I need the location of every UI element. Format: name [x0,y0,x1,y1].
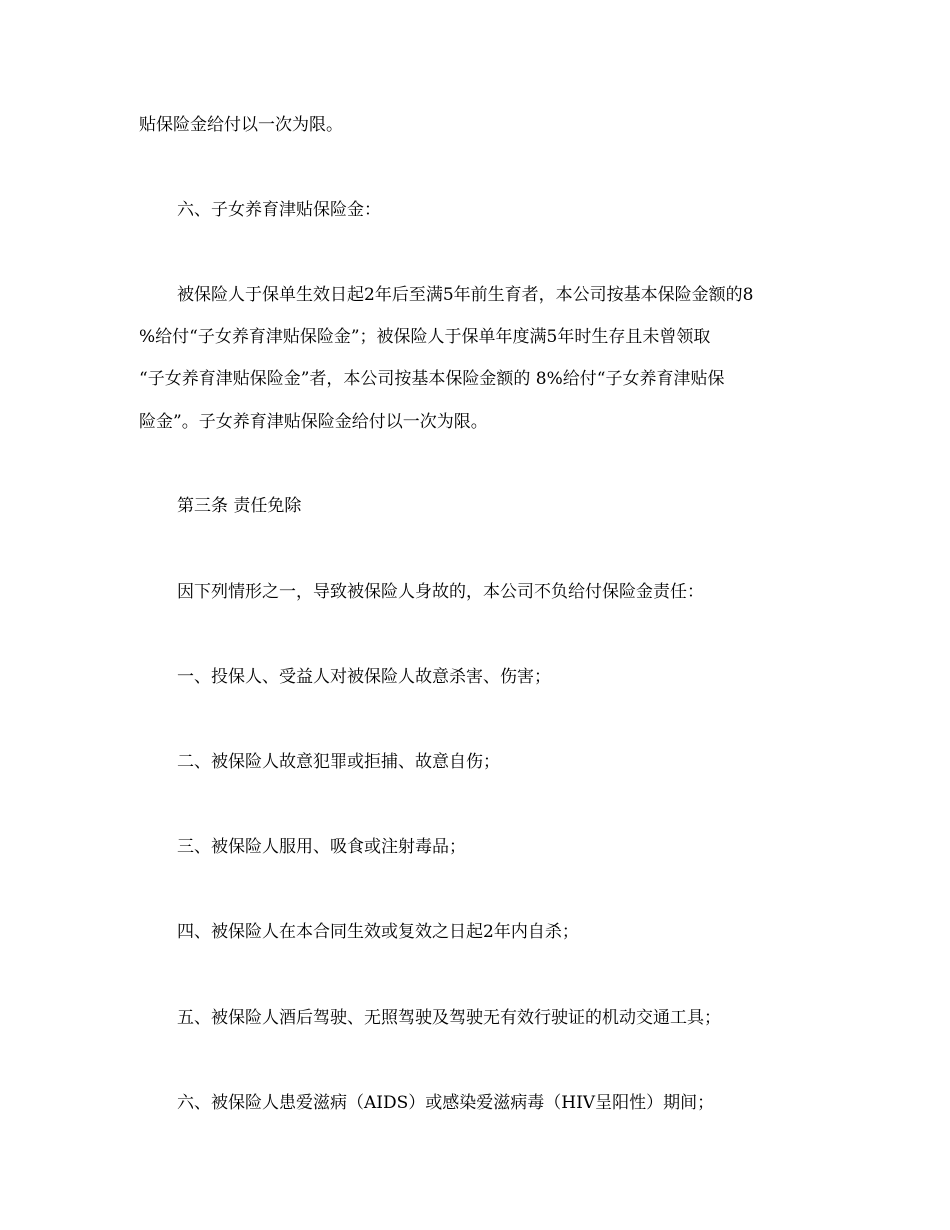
list-item: 三、被保险人服用、吸食或注射毒品； [177,837,466,857]
text-line: 险金”。子女养育津贴保险金给付以一次为限。 [139,412,488,432]
list-item: 一、投保人、受益人对被保险人故意杀害、伤害； [177,667,551,687]
article-heading: 第三条 责任免除 [177,496,302,516]
list-item: 二、被保险人故意犯罪或拒捕、故意自伤； [177,752,500,772]
text-line: %给付“子女养育津贴保险金”；被保险人于保单年度满5年时生存且未曾领取 [139,327,711,347]
text-line: 贴保险金给付以一次为限。 [139,115,343,135]
list-item: 六、被保险人患爱滋病（AIDS）或感染爱滋病毒（HIV呈阳性）期间； [177,1093,715,1113]
list-item: 四、被保险人在本合同生效或复效之日起2年内自杀； [177,922,579,942]
list-item: 五、被保险人酒后驾驶、无照驾驶及驾驶无有效行驶证的机动交通工具； [177,1008,721,1028]
text-line: 被保险人于保单生效日起2年后至满5年前生育者，本公司按基本保险金额的8 [177,285,754,305]
text-line: “子女养育津贴保险金”者，本公司按基本保险金额的 8%给付“子女养育津贴保 [139,369,725,389]
text-line: 因下列情形之一，导致被保险人身故的，本公司不负给付保险金责任： [177,582,704,602]
section-heading: 六、子女养育津贴保险金： [177,200,381,220]
